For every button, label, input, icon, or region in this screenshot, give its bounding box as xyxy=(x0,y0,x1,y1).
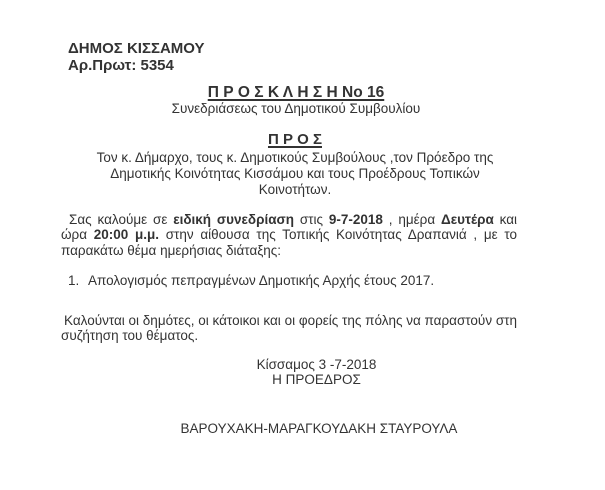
closing-block xyxy=(116,357,517,387)
notice-segment-special-session: ειδική συνεδρίαση xyxy=(173,212,294,227)
notice-segment: Σας καλούμε σε xyxy=(69,212,174,227)
protocol-number: Αρ.Πρωτ: 5354 xyxy=(68,57,174,74)
agenda-item-text: Απολογισμός πεπραγμένων Δημοτικής Αρχής έτους 2017. xyxy=(88,272,435,288)
notice-segment-time: 20:00 μ.μ. xyxy=(93,227,159,243)
invitation-title: Π Ρ Ο Σ Κ Λ Η Σ Η Νο 16 xyxy=(207,84,385,101)
title-block xyxy=(75,84,517,116)
recipients-text: Τον κ. Δήμαρχο, τους κ. Δημοτικούς Συμβούλους ,τον Πρόεδρο της Δημοτικής Κοινότητας Κισσάμου και τους Προέδρους Τοπικών Κοινοτήτων. xyxy=(96,150,494,197)
recipients-heading: Π Ρ Ο Σ xyxy=(267,131,322,148)
signatory-name: ΒΑΡΟΥΧΑΚΗ-ΜΑΡΑΓΚΟΥΔΑΚΗ ΣΤΑΥΡΟΥΛΑ xyxy=(180,421,458,437)
notice-segment: , ημέρα xyxy=(382,212,442,227)
public-invitation-paragraph: Καλούνται οι δημότες, οι κάτοικοι και οι φορείς της πόλης να παραστούν στη συζήτηση του θέματος. xyxy=(61,312,517,344)
agenda-item-number: 1. xyxy=(68,272,80,288)
place-date: Κίσσαμος 3 -7-2018 xyxy=(256,357,377,373)
agenda-list xyxy=(61,273,517,288)
invitation-subtitle: Συνεδριάσεως του Δημοτικού Συμβουλίου xyxy=(171,101,421,116)
meeting-notice-paragraph xyxy=(61,212,517,258)
notice-segment: στις xyxy=(294,212,329,227)
municipality-name: ΔΗΜΟΣ ΚΙΣΣΑΜΟΥ xyxy=(68,40,205,57)
recipients-block xyxy=(73,132,517,198)
notice-segment: στην αίθουσα της Τοπικής Κοινότητας Δραπανιά , με το παρακάτω θέμα ημερήσιας διάταξης: xyxy=(61,227,517,258)
document-header xyxy=(68,40,517,74)
notice-segment: και ώρα xyxy=(61,212,518,243)
agenda-item xyxy=(68,273,517,288)
notice-segment-day: Δευτέρα xyxy=(441,212,494,227)
notice-segment-date: 9-7-2018 xyxy=(328,212,383,227)
signatory-role: Η ΠΡΟΕΔΡΟΣ xyxy=(272,372,361,388)
